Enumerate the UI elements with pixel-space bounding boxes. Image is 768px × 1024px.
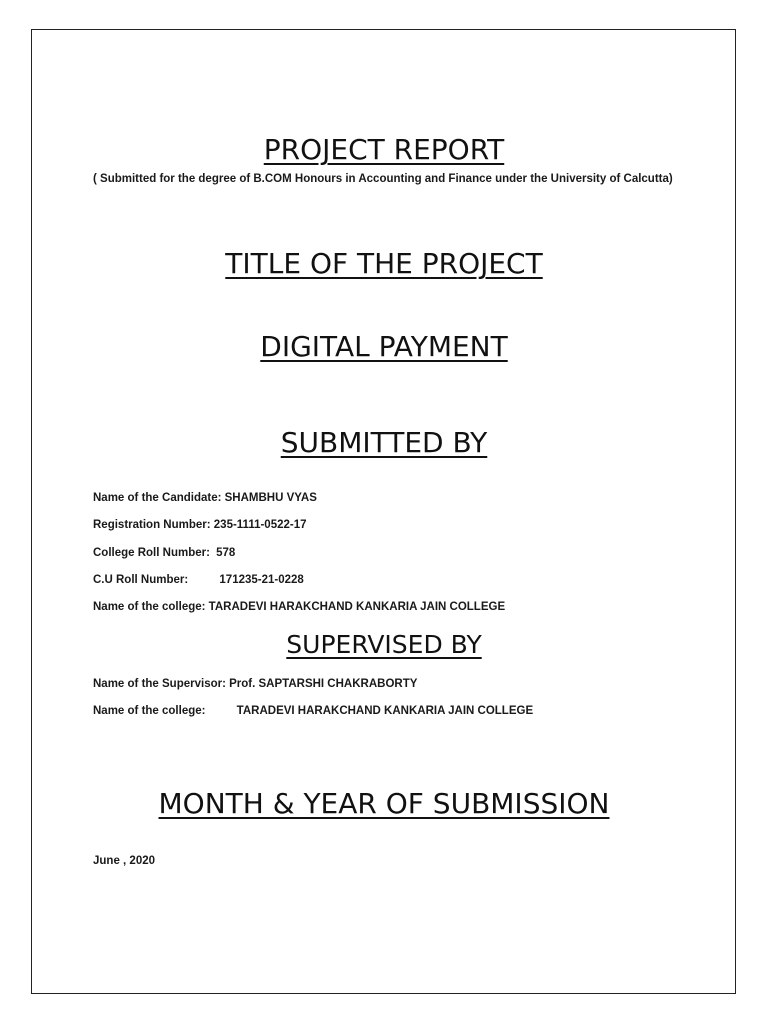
- submission-heading-text: MONTH & YEAR OF SUBMISSION: [158, 787, 610, 820]
- candidate-name-value: SHAMBHU VYAS: [224, 492, 317, 504]
- registration-number-value: 235-1111-0522-17: [213, 519, 307, 531]
- candidate-college-row: [93, 601, 505, 613]
- submission-date: June , 2020: [93, 855, 156, 867]
- report-subtitle: ( Submitted for the degree of B.COM Honours in Accounting and Finance under the University of Calcutta): [93, 173, 673, 185]
- project-title-heading: [0, 247, 768, 280]
- candidate-name-label: Name of the Candidate:: [93, 492, 222, 504]
- report-title: [0, 133, 768, 166]
- registration-number-row: [93, 519, 307, 531]
- cu-roll-number-row: [93, 574, 304, 586]
- project-title-text: DIGITAL PAYMENT: [260, 330, 508, 363]
- cu-roll-number-value: 171235-21-0228: [219, 574, 304, 586]
- supervisor-college-label: Name of the college:: [93, 705, 206, 717]
- registration-number-label: Registration Number:: [93, 519, 211, 531]
- supervised-by-heading: [0, 632, 768, 657]
- college-roll-number-row: [93, 547, 235, 559]
- supervisor-college-row: [93, 705, 533, 717]
- college-roll-number-value: 578: [216, 547, 236, 559]
- candidate-college-value: TARADEVI HARAKCHAND KANKARIA JAIN COLLEGE: [208, 601, 506, 613]
- cu-roll-number-label: C.U Roll Number:: [93, 574, 189, 586]
- project-title: [0, 330, 768, 363]
- submission-heading: [0, 787, 768, 820]
- report-title-text: PROJECT REPORT: [263, 133, 505, 166]
- supervisor-college-value: TARADEVI HARAKCHAND KANKARIA JAIN COLLEGE: [236, 705, 534, 717]
- supervisor-name-label: Name of the Supervisor:: [93, 678, 226, 690]
- submitted-by-heading-text: SUBMITTED BY: [280, 426, 488, 459]
- candidate-college-label: Name of the college:: [93, 601, 206, 613]
- supervisor-name-value: Prof. SAPTARSHI CHAKRABORTY: [229, 678, 418, 690]
- college-roll-number-label: College Roll Number:: [93, 547, 210, 559]
- supervised-by-heading-text: SUPERVISED BY: [286, 630, 482, 659]
- submitted-by-heading: [0, 426, 768, 459]
- candidate-name-row: [93, 492, 317, 504]
- supervisor-name-row: [93, 678, 417, 690]
- project-title-heading-text: TITLE OF THE PROJECT: [225, 247, 543, 280]
